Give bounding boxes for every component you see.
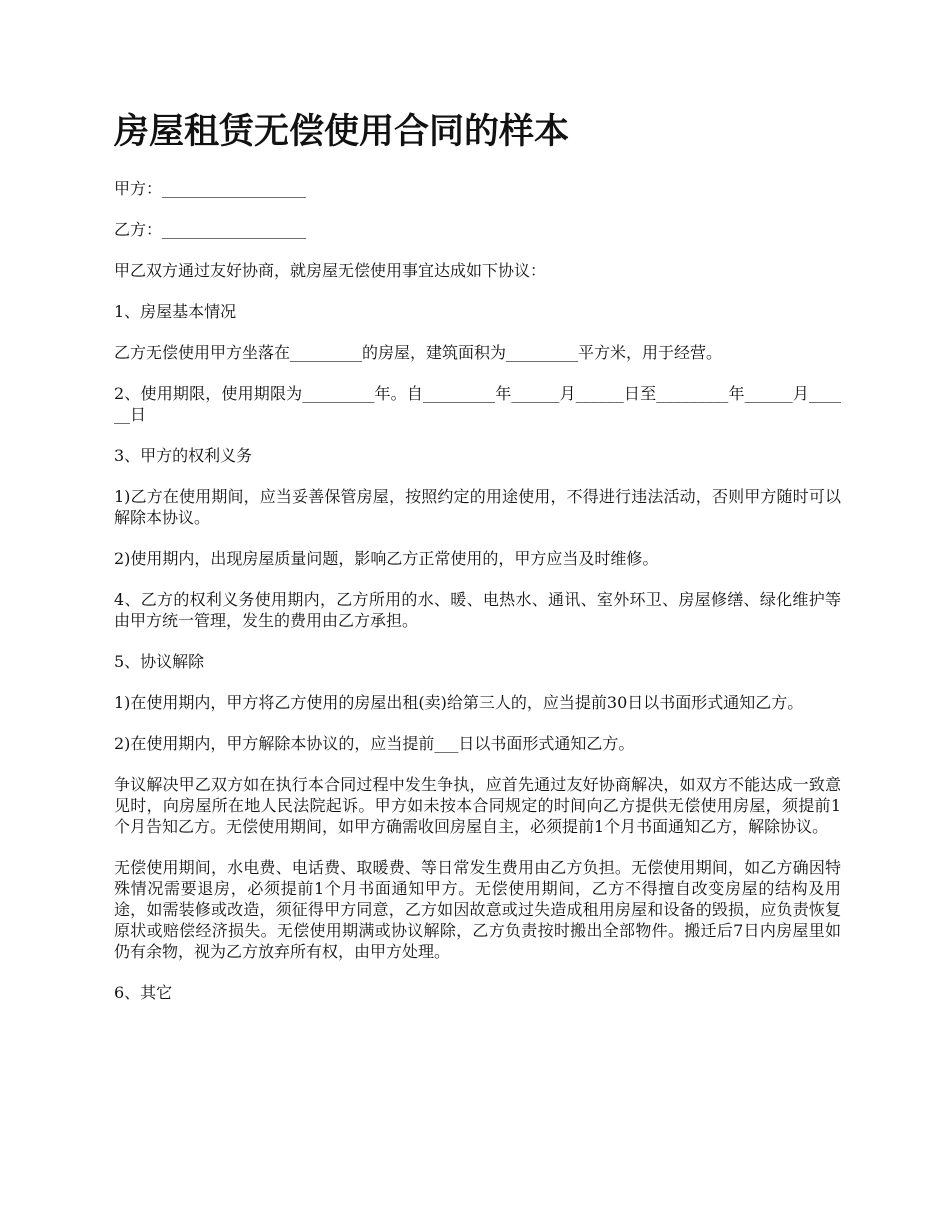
usage-expenses: 无偿使用期间，水电费、电话费、取暖费、等日常发生费用由乙方负担。无偿使用期间，如乙方确因特殊情况需要退房，必须提前1个月书面通知甲方。无偿使用期间，乙方不得擅自改变房屋的结构及用途，如需装修或改造，须征得甲方同意，乙方如因故意或过失造成租用房屋和设备的毁损，应负责恢复原状或赔偿经济损失。无偿使用期满或协议解除，乙方负责按时搬出全部物件。搬迁后7日内房屋里如仍有余物，视为乙方放弃所有权，由甲方处理。 xyxy=(114,858,841,961)
document-page xyxy=(114,108,841,1023)
termination-clause-1: 1)在使用期内，甲方将乙方使用的房屋出租(卖)给第三人的，应当提前30日以书面形式通知乙方。 xyxy=(114,693,804,712)
dispute-resolution: 争议解决甲乙双方如在执行本合同过程中发生争执，应首先通过友好协商解决，如双方不能达成一致意见时，向房屋所在地人民法院起诉。甲方如未按本合同规定的时间向乙方提供无偿使用房屋，须提前1个月告知乙方。无偿使用期间，如甲方确需收回房屋自主，必须提前1个月书面通知乙方，解除协议。 xyxy=(114,775,841,836)
party-a-line: 甲方：__________________ xyxy=(114,179,307,198)
section-heading-party-a-rights: 3、甲方的权利义务 xyxy=(114,446,253,465)
termination-clause-2: 2)在使用期内，甲方解除本协议的，应当提前___日以书面形式通知乙方。 xyxy=(114,734,635,753)
party-a-clause-2: 2)使用期内，出现房屋质量问题，影响乙方正常使用的，甲方应当及时维修。 xyxy=(114,549,659,568)
section-heading-termination: 5、协议解除 xyxy=(114,652,205,671)
section-party-b-rights: 4、乙方的权利义务使用期内，乙方所用的水、暖、电热水、通讯、室外环卫、房屋修缮、绿化维护等由甲方统一管理，发生的费用由乙方承担。 xyxy=(114,590,841,630)
party-a-clause-1: 1)乙方在使用期间，应当妥善保管房屋，按照约定的用途使用，不得进行违法活动，否则甲方随时可以解除本协议。 xyxy=(114,487,841,527)
section-term: 2、使用期限，使用期限为_________年。自_________年______月______日至_________年______月______日 xyxy=(114,384,841,424)
property-details: 乙方无偿使用甲方坐落在_________的房屋，建筑面积为_________平方米，用于经营。 xyxy=(114,343,723,362)
section-heading-other: 6、其它 xyxy=(114,983,173,1002)
document-title: 房屋租赁无偿使用合同的样本 xyxy=(114,112,570,152)
party-b-line: 乙方：__________________ xyxy=(114,220,307,239)
agreement-intro: 甲乙双方通过友好协商，就房屋无偿使用事宜达成如下协议： xyxy=(114,261,547,280)
section-heading-property: 1、房屋基本情况 xyxy=(114,302,237,321)
